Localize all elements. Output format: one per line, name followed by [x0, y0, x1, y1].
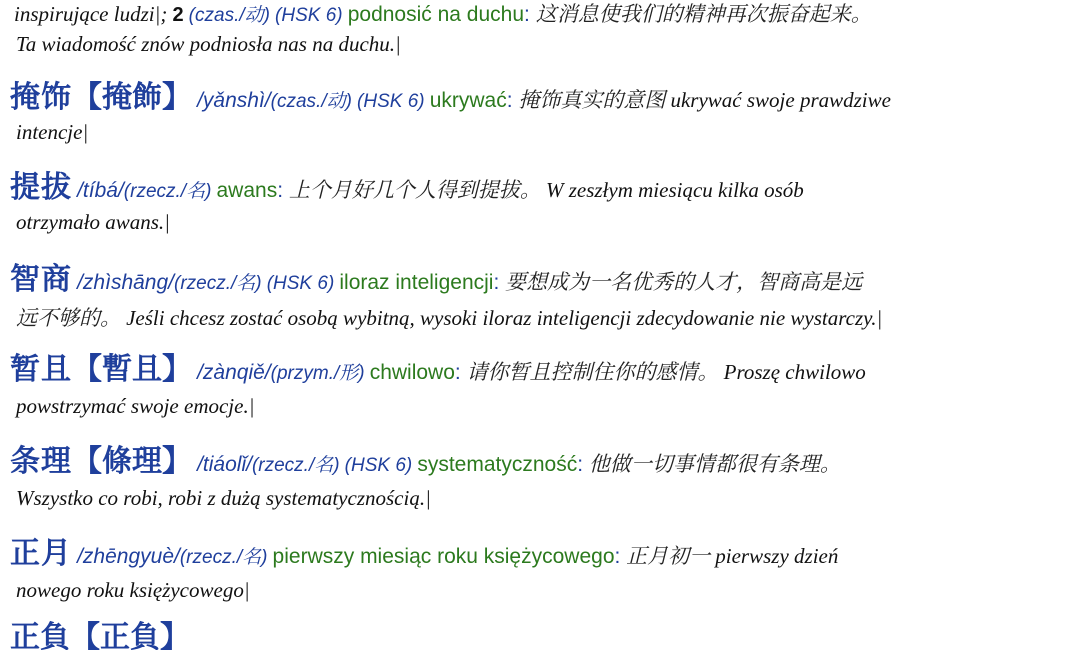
polish-example-cont: powstrzymać swoje emocje.| [16, 394, 255, 418]
top-pos: (czas./动) [188, 5, 270, 26]
headword: 提拔 [10, 170, 72, 205]
meaning: iloraz inteligencji [339, 271, 494, 294]
pinyin: /zànqiě/ [197, 361, 271, 384]
chinese-example: 要想成为一名优秀的人才，智商高是远 [505, 270, 863, 294]
traditional-form: 【暫且】 [72, 352, 192, 387]
polish-example-cont: intencje| [16, 120, 89, 144]
traditional-form: 【掩飾】 [72, 80, 192, 115]
entry-yanshi-cont [16, 120, 88, 145]
chinese-example: 上个月好几个人得到提拔。 [288, 178, 541, 202]
top-hsk: (HSK 6) [275, 5, 343, 26]
entry-tiaoli-cont [16, 486, 431, 511]
polish-example: ukrywać swoje prawdziwe [670, 88, 891, 112]
chinese-example-cont: 远不够的。 [16, 306, 121, 330]
entry-tiba-cont [16, 210, 170, 235]
polish-example: Proszę chwilowo [723, 360, 866, 384]
meaning: awans [216, 179, 278, 202]
top-zh-ex: 这消息使我们的精神再次振奋起来。 [535, 2, 872, 26]
part-of-speech: (rzecz./名) [123, 181, 212, 202]
headword: 条理 [10, 444, 72, 479]
traditional-form: 【條理】 [72, 444, 192, 479]
entry-yanshi: 掩饰【掩飾】 /yǎnshì/(czas./动) (HSK 6) ukrywać: 掩饰真实的意图 ukrywać swoje prawdziwe [10, 80, 891, 115]
polish-example: W zeszłym miesiącu kilka osób [545, 178, 804, 202]
entry-tiba: 提拔 /tíbá/(rzecz./名) awans: 上个月好几个人得到提拔。 W zeszłym miesiącu kilka osób [10, 170, 804, 205]
meaning: chwilowo [369, 361, 455, 384]
polish-example: Wszystko co robi, robi z dużą systematycznością.| [16, 486, 431, 510]
chinese-example: 掩饰真实的意图 [518, 88, 666, 112]
part-of-speech: (rzecz./名) [174, 273, 262, 294]
entry-zhishang: 智商 /zhìshāng/(rzecz./名) (HSK 6) iloraz inteligencji: 要想成为一名优秀的人才，智商高是远 [10, 262, 863, 297]
top-pl-ex-tail: inspirujące ludzi|; [14, 2, 168, 26]
sense-number: 2 [172, 4, 184, 26]
top-meaning: podnosić na duchu [347, 3, 525, 26]
top-pl-ex: Ta wiadomość znów podniosła nas na duchu.| [16, 32, 401, 56]
headword: 掩饰 [10, 80, 72, 115]
chinese-example: 请你暂且控制住你的感情。 [466, 360, 719, 384]
polish-example: pierwszy dzień [715, 544, 839, 568]
entry-tiaoli: 条理【條理】 /tiáolǐ/(rzecz./名) (HSK 6) systematyczność: 他做一切事情都很有条理。 [10, 444, 841, 479]
pinyin: /tíbá/ [77, 179, 124, 202]
headword: 智商 [10, 262, 72, 297]
entry-zanqie: 暂且【暫且】 /zànqiě/(przym./形) chwilowo: 请你暂且控制住你的感情。 Proszę chwilowo [10, 352, 866, 387]
meaning: ukrywać [429, 89, 507, 112]
part-of-speech: (rzecz./名) [251, 455, 340, 476]
part-of-speech: (czas./动) [270, 91, 352, 112]
meaning: pierwszy miesiąc roku księżycowego [272, 545, 615, 568]
entry-cut-off [10, 612, 190, 656]
part-of-speech: (rzecz./名) [179, 547, 268, 568]
hsk-level: (HSK 6) [357, 91, 425, 112]
entry-zhengyue: 正月 /zhēngyuè/(rzecz./名) pierwszy miesiąc roku księżycowego: 正月初一 pierwszy dzień [10, 536, 839, 571]
pinyin: /tiáolǐ/ [197, 453, 252, 476]
headword: 暂且 [10, 352, 72, 387]
chinese-example: 他做一切事情都很有条理。 [588, 452, 841, 476]
pinyin: /yǎnshì/ [197, 89, 271, 112]
pinyin: /zhēngyuè/ [77, 545, 180, 568]
top-entry-line1: inspirujące ludzi|; 2 (czas./动) (HSK 6) podnosić na duchu: 这消息使我们的精神再次振奋起来。 [14, 2, 872, 26]
polish-example-cont: otrzymało awans.| [16, 210, 170, 234]
polish-example-cont: nowego roku księżycowego| [16, 578, 250, 602]
entry-zanqie-cont [16, 394, 255, 419]
entry-zhengyue-cont [16, 578, 250, 603]
hsk-level: (HSK 6) [266, 273, 335, 294]
hsk-level: (HSK 6) [344, 455, 413, 476]
entry-zhishang-cont [16, 302, 882, 332]
cut-off-headword: 正負【正負】 [10, 620, 190, 655]
pinyin: /zhìshāng/ [77, 271, 174, 294]
chinese-example: 正月初一 [626, 544, 711, 568]
part-of-speech: (przym./形) [270, 363, 365, 384]
meaning: systematyczność [417, 453, 578, 476]
polish-example: Jeśli chcesz zostać osobą wybitną, wysoki iloraz inteligencji zdecydowanie nie wystarczy.| [126, 306, 883, 330]
headword: 正月 [10, 536, 72, 571]
top-entry-line2 [16, 32, 401, 57]
